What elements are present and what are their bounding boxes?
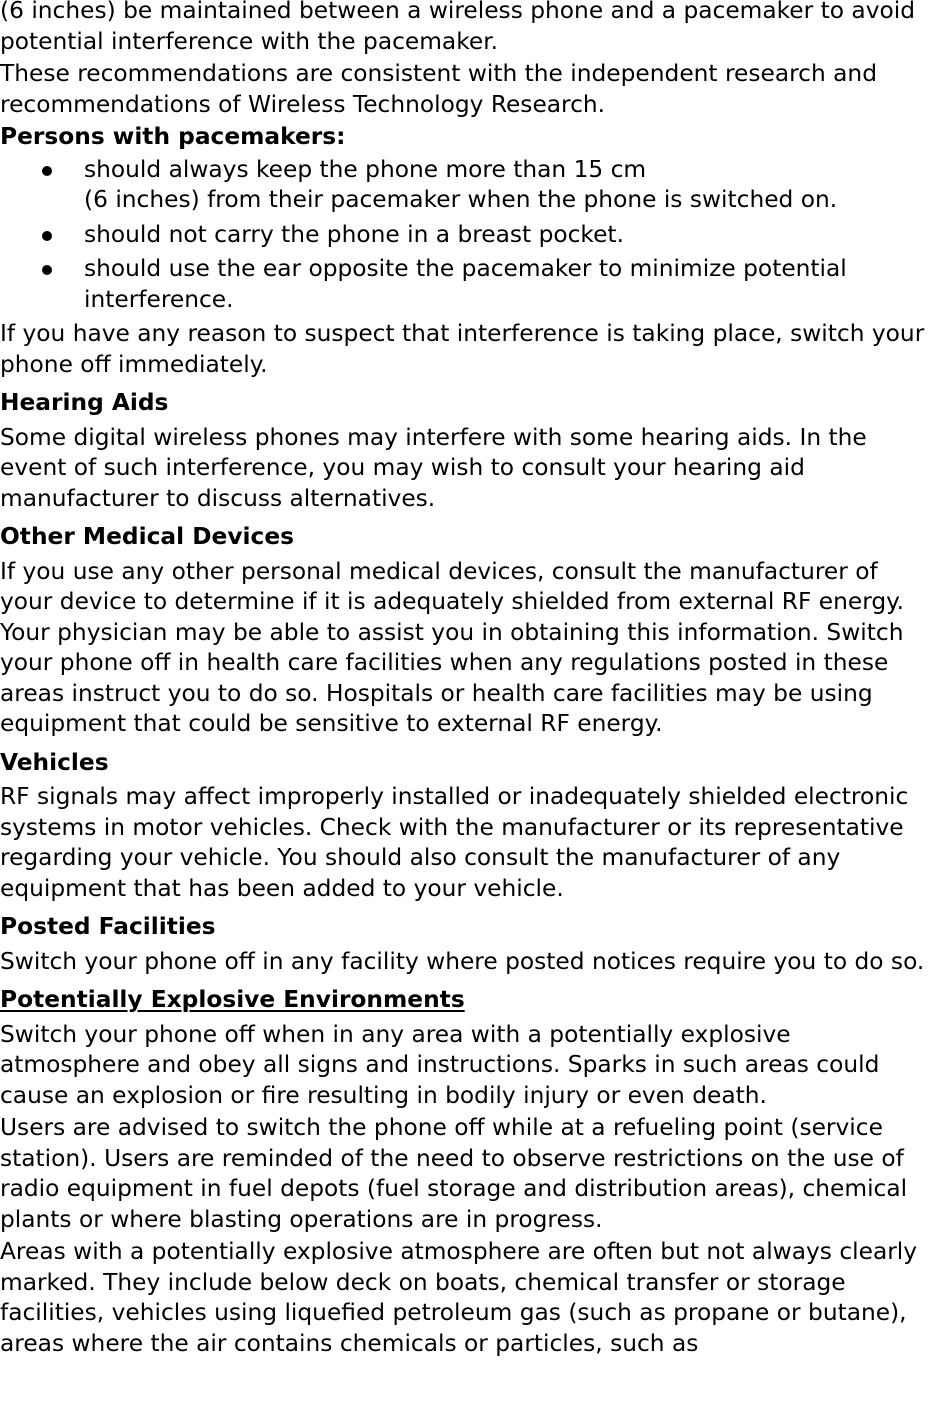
other-medical-heading: Other Medical Devices [0,523,294,550]
posted-facilities-body: Switch your phone off in any facility where posted notices require you to do so. [0,947,925,975]
intro-paragraph-2: These recommendations are consistent with the independent research and recommendations of Wireless Technology Research. [0,60,877,118]
list-item [0,220,937,251]
list-item [0,254,937,315]
list-item [0,155,937,216]
hearing-aids-heading: Hearing Aids [0,389,169,416]
list-item-text: should not carry the phone in a breast pocket. [84,220,624,248]
posted-facilities-heading: Posted Facilities [0,913,216,940]
pacemakers-heading: Persons with pacemakers: [0,123,346,150]
hearing-aids-body: Some digital wireless phones may interfere with some hearing aids. In the event of such interference, you may wish to consult your hearing aid manufacturer to discuss alternatives. [0,423,867,512]
intro-paragraph-1: (6 inches) be maintained between a wireless phone and a pacemaker to avoid potential interference with the pacemaker. [0,0,915,55]
vehicles-heading: Vehicles [0,748,109,776]
list-item-text-line-1: should always keep the phone more than 15 cm [84,155,647,183]
bullet-icon [42,166,52,176]
pacemakers-list [0,155,937,316]
explosive-heading: Potentially Explosive Environments [0,986,465,1013]
list-item-text-line-2: (6 inches) from their pacemaker when the phone is switched on. [84,186,838,213]
vehicles-body: RF signals may affect improperly installed or inadequately shielded electronic systems in motor vehicles. Check with the manufacturer or its representative regarding your vehicle. You should also consult the manufacturer of any equipment that has been added to your vehicle. [0,783,909,902]
explosive-paragraph-1: Switch your phone off when in any area with a potentially explosive atmosphere and obey all signs and instructions. Sparks in such areas could cause an explosion or fire resulting in bodily injury or even death. [0,1020,880,1109]
explosive-paragraph-2: Users are advised to switch the phone off while at a refueling point (service station). Users are reminded of the need to observe restrictions on the use of radio equipment in fuel depots (fuel storage and distribution areas), chemical plants or where blasting operations are in progress. [0,1114,908,1233]
pacemakers-closing: If you have any reason to suspect that interference is taking place, switch your phone off immediately. [0,320,925,378]
bullet-icon [42,231,52,241]
explosive-paragraph-3: Areas with a potentially explosive atmosphere are often but not always clearly marked. They include below deck on boats, chemical transfer or storage facilities, vehicles using liquefied petroleum gas (such as propane or butane), areas where the air contains chemicals or particles, such as [0,1238,918,1357]
other-medical-body: If you use any other personal medical devices, consult the manufacturer of your device to determine if it is adequately shielded from external RF energy. Your physician may be able to assist you in obtaining this information. Switch your phone off in health care facilities when any regulations posted in these areas instruct you to do so. Hospitals or health care facilities may be using equipment that could be sensitive to external RF energy. [0,557,905,737]
list-item-text: should use the ear opposite the pacemaker to minimize potential interference. [84,255,847,313]
bullet-icon [42,265,52,275]
